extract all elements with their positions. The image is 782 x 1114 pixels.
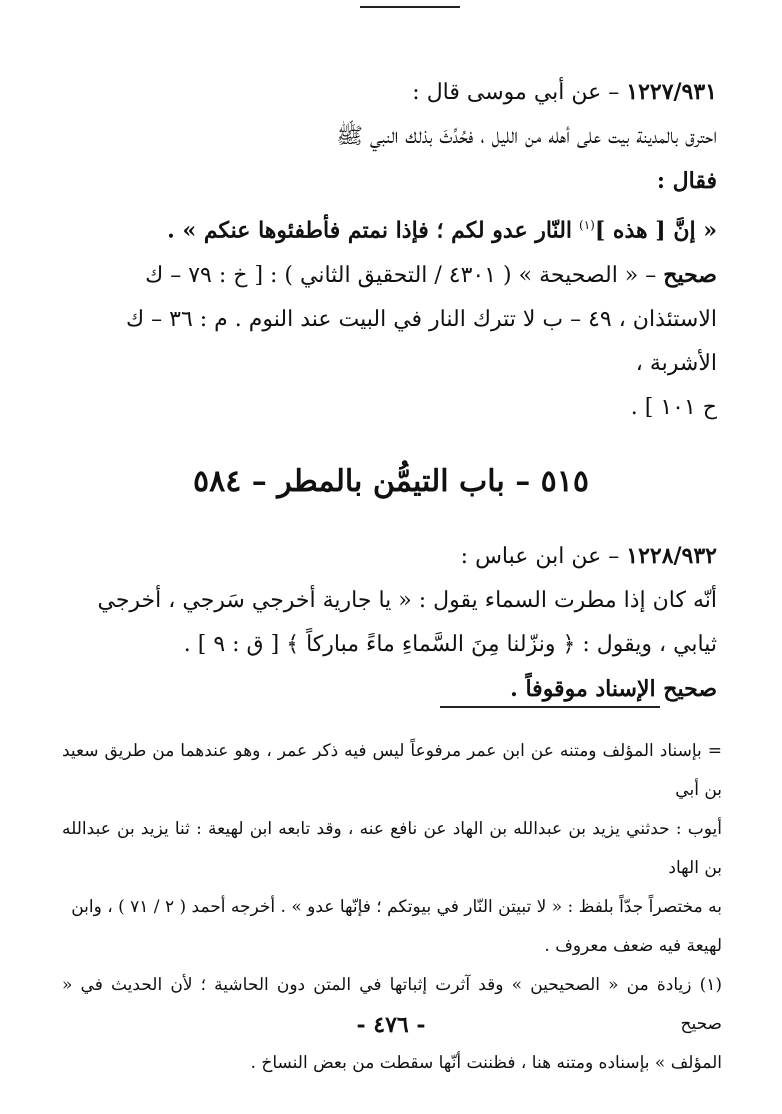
- section-title: ٥١٥ – باب التيمُّن بالمطر – ٥٨٤: [193, 464, 589, 500]
- footnote-1-line-1: (١) زيادة من « الصحيحين » وقد آثرت إثباتها في المتن دون الحاشية ؛ لأن الحديث في « صحيح: [62, 975, 722, 1034]
- hadith-932-number: ١٢٢٨/٩٣٢: [626, 543, 717, 570]
- hadith-931-grade-label: صحيح: [663, 262, 717, 289]
- hadith-932-grade: صحيح الإسناد موقوفاً .: [510, 676, 717, 703]
- hadith-932-heading: [65, 534, 717, 579]
- footnote-1-line-2: المؤلف » بإسناده ومتنه هنا ، فظننت أنّها سقطت من بعض النساخ .: [250, 1053, 722, 1073]
- hadith-932-intro: – عن ابن عباس :: [460, 544, 620, 570]
- footnote-continuation-line-3: به مختصراً جدّاً بلفظ : « لا تبيتن النّار في بيوتكم ؛ فإنّها عدو » . أخرجه أحمد ( ٢ / ٧١ ) ، وابن: [71, 897, 722, 917]
- footnote-divider: [440, 706, 660, 708]
- hadith-931-number: ١٢٢٧/٩٣١: [626, 79, 717, 105]
- hadith-932-line-1: أنّه كان إذا مطرت السماء يقول : « يا جارية أخرجي سَرجي ، أخرجي: [97, 588, 717, 614]
- footnote-continuation-line-4: لهيعة فيه ضعف معروف .: [544, 936, 722, 956]
- hadith-931-quote: [65, 203, 717, 253]
- hadith-931-grade-text: – « الصحيحة » ( ٤٣٠١ / التحقيق الثاني ) : [ خ : ٧٩ – ك: [145, 263, 657, 289]
- page-number: - ٤٧٦ -: [356, 1012, 426, 1038]
- hadith-931-line-1: احترق بالمدينة بيت على أهله من الليل ، فحُدِّثَ بذلك النبي ﷺ: [336, 124, 717, 149]
- footnote-continuation-line-1: = بإسناد المؤلف ومتنه عن ابن عمر مرفوعاً ليس فيه ذكر عمر ، وهو عندهما من طريق سعيد بن أبي: [62, 741, 722, 800]
- hadith-931-quote-end: النّار عدو لكم ؛ فإذا نمتم فأطفئوها عنكم » .: [167, 217, 573, 244]
- top-divider: [360, 6, 460, 8]
- hadith-932-line-2: ثيابي ، ويقول : ﴿ ونزّلنا مِنَ السَّماءِ ماءً مباركاً ﴾ [ ق : ٩ ] .: [183, 632, 717, 658]
- hadith-931-grade-line-2: الاستئذان ، ٤٩ – ب لا تترك النار في البيت عند النوم . م : ٣٦ – ك الأشربة ،: [126, 307, 717, 377]
- hadith-931-grade: [65, 253, 717, 298]
- hadith-931-heading: [65, 70, 717, 115]
- hadith-931-grade-line-3: ح ١٠١ ] .: [630, 395, 717, 421]
- hadith-931-quote-start: « إنَّ [ هذه ]: [594, 217, 717, 244]
- footnote-ref-1[interactable]: (١): [579, 218, 595, 232]
- hadith-931-line-2: فقال :: [656, 168, 717, 194]
- hadith-931-intro: – عن أبي موسى قال :: [412, 80, 620, 105]
- main-text: [65, 70, 717, 711]
- footnote-continuation-line-2: أيوب : حدثني يزيد بن عبدالله بن الهاد عن نافع عنه ، وقد تابعه ابن لهيعة : ثنا يزيد بن عبدالله بن الهاد: [62, 819, 722, 878]
